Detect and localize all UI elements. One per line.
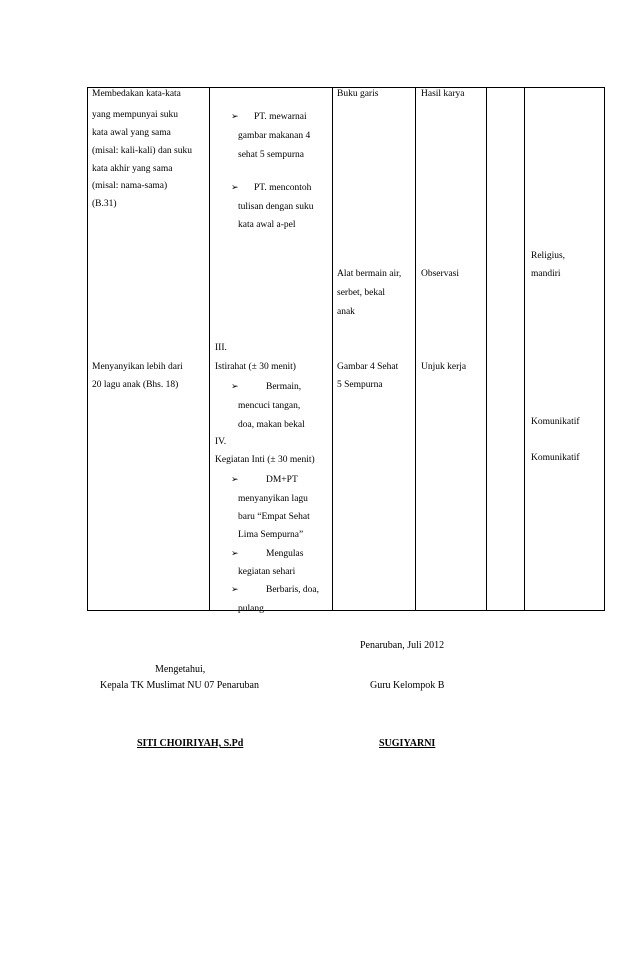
media-text: Buku garis <box>337 89 379 99</box>
media-line: Gambar 4 Sehat <box>337 362 399 372</box>
section-title: Istirahat (± 30 menit) <box>215 362 296 372</box>
objective-1-line: yang mempunyai suku <box>92 110 179 120</box>
assessment-text: Hasil karya <box>421 89 465 99</box>
activity-line: mencuci tangan, <box>238 401 301 411</box>
section-number: IV. <box>215 437 227 447</box>
activity-line: baru “Empat Sehat <box>238 512 310 522</box>
activity-line: sehat 5 sempurna <box>238 150 304 160</box>
activity-line: PT. mewarnai <box>254 112 307 122</box>
objective-2-line: Menyanyikan lebih dari <box>92 362 183 372</box>
activity-line: tulisan dengan suku <box>238 202 314 212</box>
column-divider <box>524 87 525 611</box>
character-text: Komunikatif <box>531 453 580 463</box>
activity-line: pulang <box>238 604 264 614</box>
objective-2-line: 20 lagu anak (Bhs. 18) <box>92 380 179 390</box>
objective-1-line: kata akhir yang sama <box>92 164 173 174</box>
principal-title: Kepala TK Muslimat NU 07 Penaruban <box>100 680 259 691</box>
activity-line: kegiatan sehari <box>238 567 296 577</box>
objective-1-line: (misal: kali-kali) dan suku <box>92 146 192 156</box>
assessment-text: Observasi <box>421 269 459 279</box>
arrow-bullet-icon: ➢ <box>231 112 239 122</box>
arrow-bullet-icon: ➢ <box>231 585 239 595</box>
character-text: mandiri <box>531 269 561 279</box>
column-divider <box>415 87 416 611</box>
activity-line: Lima Sempurna” <box>238 530 304 540</box>
activity-line: menyanyikan lagu <box>238 494 308 504</box>
activity-line: DM+PT <box>266 475 298 485</box>
activity-line: Bermain, <box>266 382 302 392</box>
objective-1-line: (misal: nama-sama) <box>92 181 168 191</box>
activity-line: PT. mencontoh <box>254 183 312 193</box>
activity-line: kata awal a-pel <box>238 220 296 230</box>
acknowledged-label: Mengetahui, <box>155 664 206 675</box>
arrow-bullet-icon: ➢ <box>231 183 239 193</box>
objective-1-line: (B.31) <box>92 199 117 209</box>
objective-1-line: Membedakan kata-kata <box>92 89 181 99</box>
teacher-title: Guru Kelompok B <box>370 680 445 691</box>
assessment-text: Unjuk kerja <box>421 362 467 372</box>
activity-line: Berbaris, doa, <box>266 585 320 595</box>
section-title: Kegiatan Inti (± 30 menit) <box>215 455 315 465</box>
activity-line: gambar makanan 4 <box>238 131 311 141</box>
column-divider <box>209 87 210 611</box>
section-number: III. <box>215 343 227 353</box>
column-divider <box>486 87 487 611</box>
media-line: serbet, bekal <box>337 288 386 298</box>
activity-line: doa, makan bekal <box>238 420 305 430</box>
character-text: Religius, <box>531 251 566 261</box>
activity-line: Mengulas <box>266 549 304 559</box>
teacher-name: SUGIYARNI <box>379 738 436 749</box>
objective-1-line: kata awal yang sama <box>92 128 171 138</box>
media-line: 5 Sempurna <box>337 380 383 390</box>
column-divider <box>332 87 333 611</box>
place-date: Penaruban, Juli 2012 <box>360 640 445 651</box>
media-line: Alat bermain air, <box>337 269 402 279</box>
arrow-bullet-icon: ➢ <box>231 549 239 559</box>
principal-name: SITI CHOIRIYAH, S.Pd <box>137 738 244 749</box>
character-text: Komunikatif <box>531 417 580 427</box>
media-line: anak <box>337 307 355 317</box>
arrow-bullet-icon: ➢ <box>231 382 239 392</box>
arrow-bullet-icon: ➢ <box>231 475 239 485</box>
